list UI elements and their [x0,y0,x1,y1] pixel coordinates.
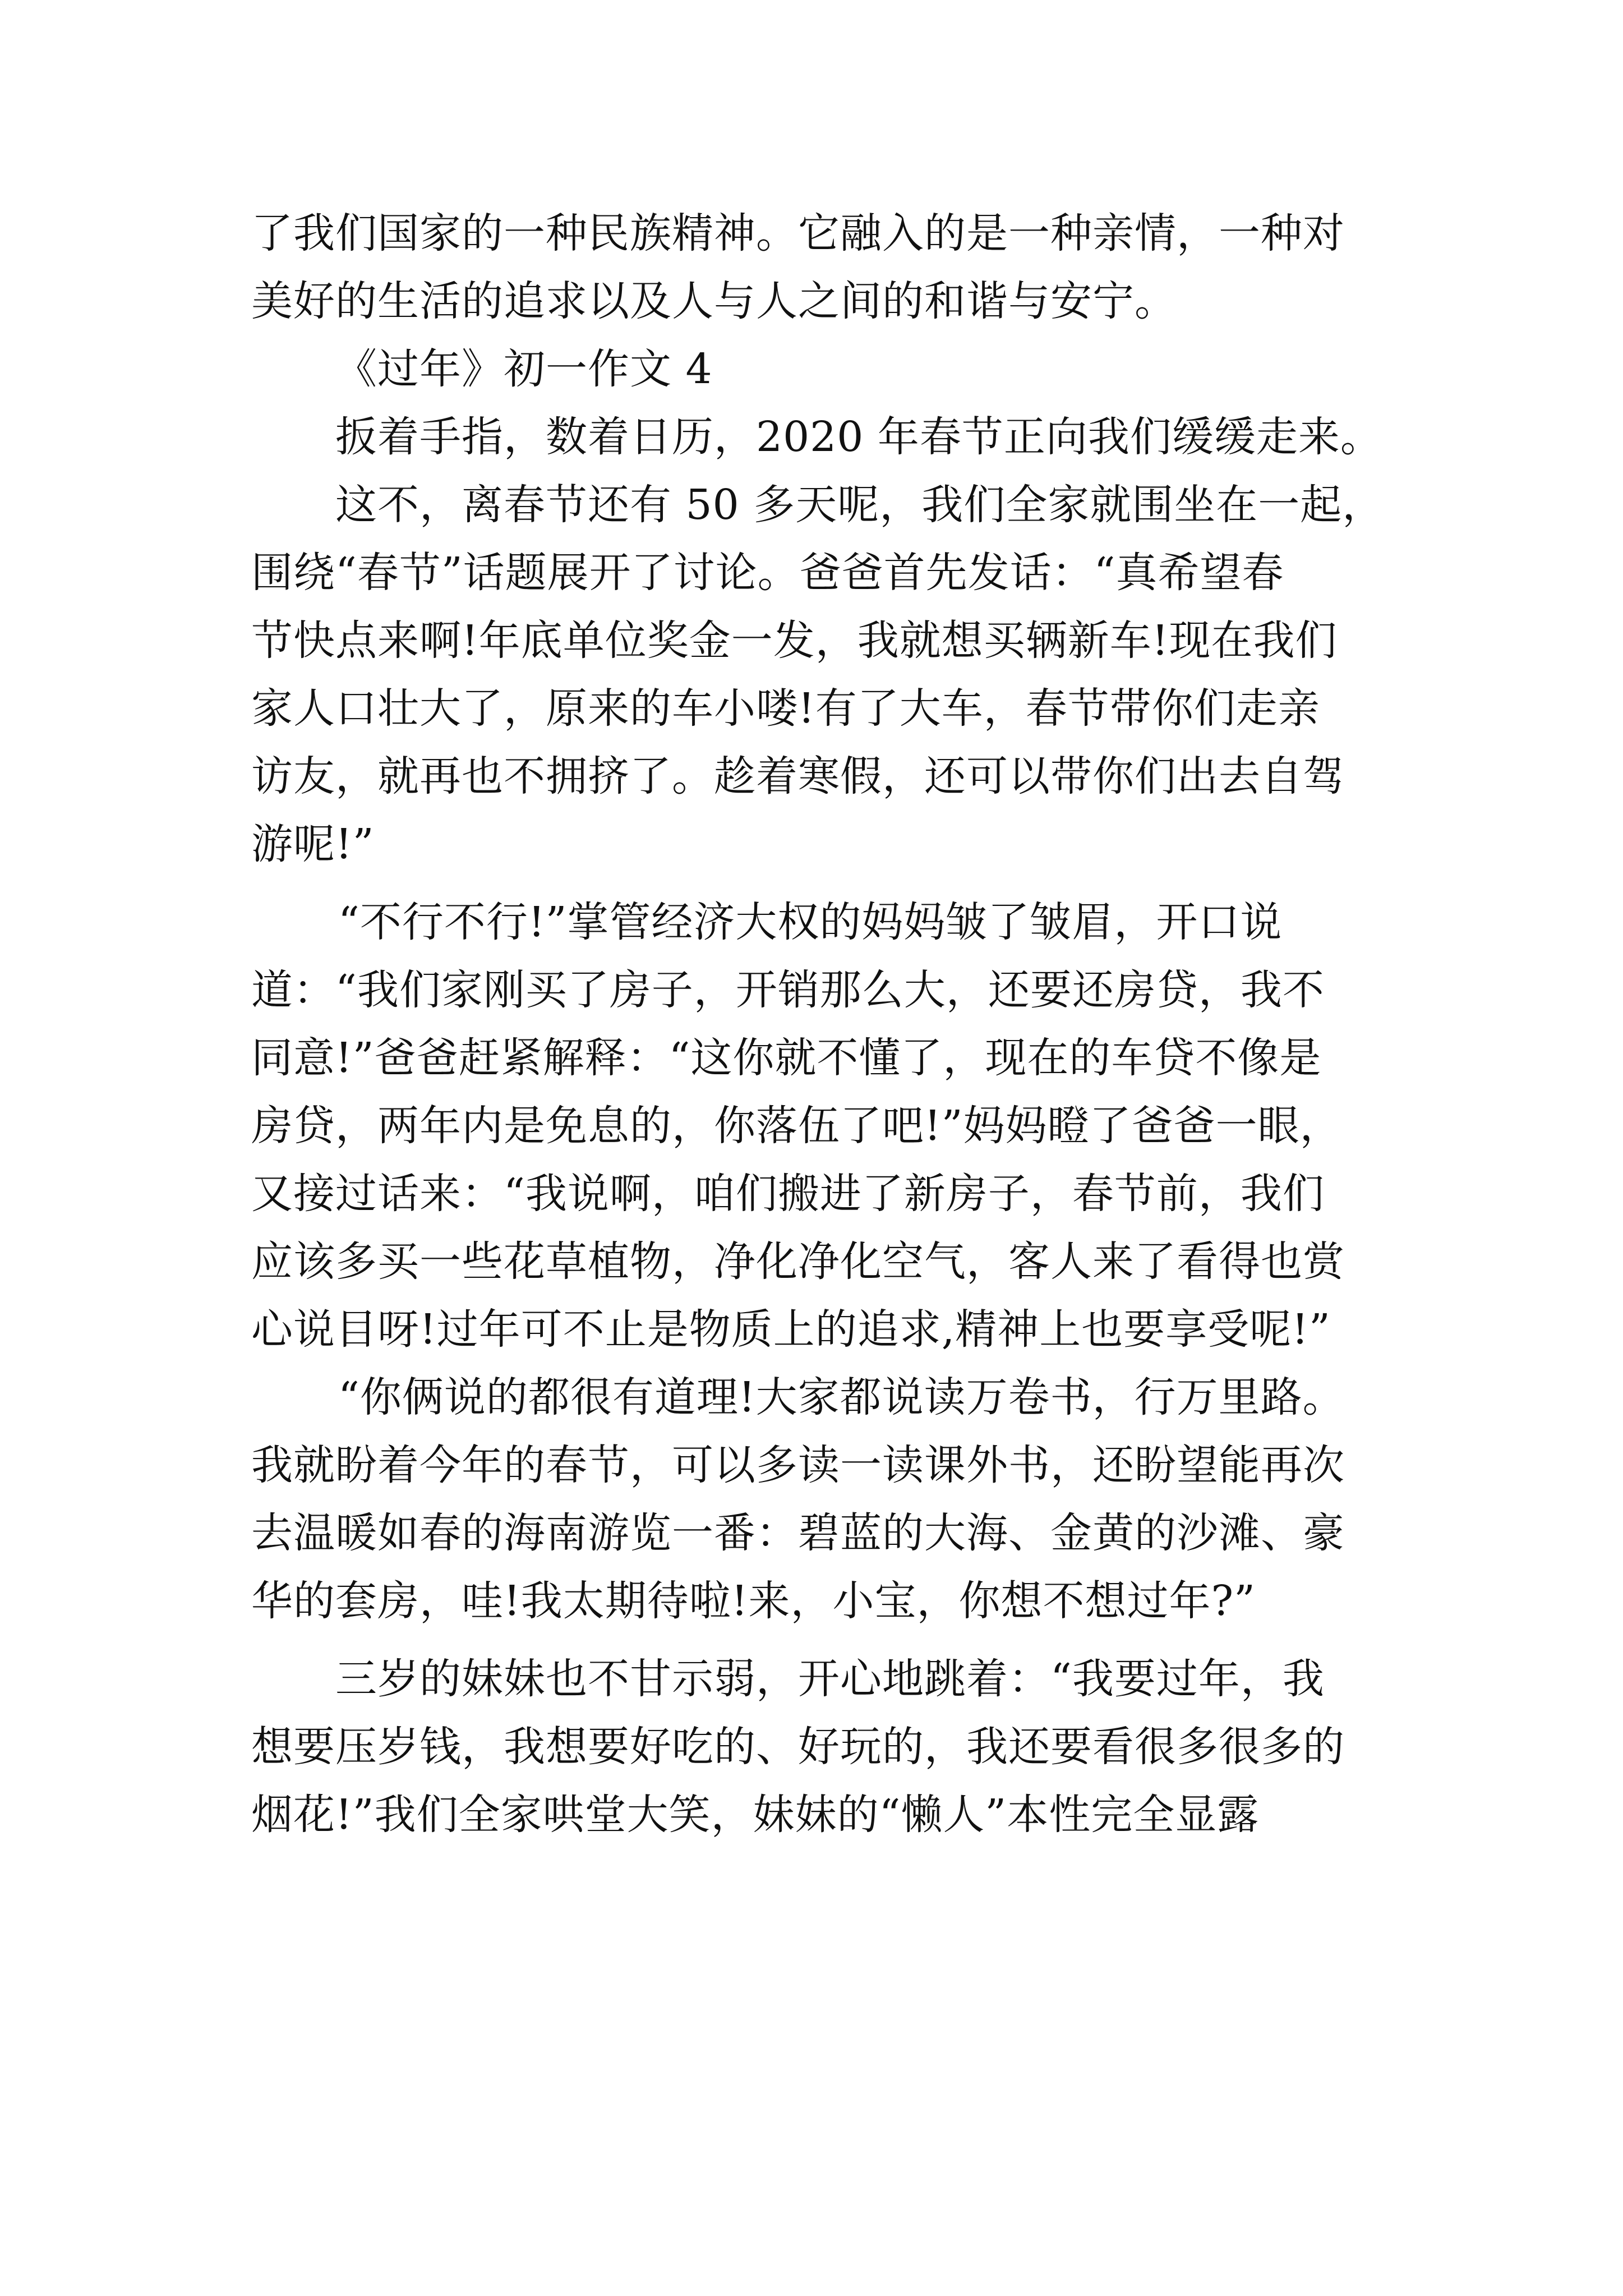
document-body [251,200,1440,1849]
section-heading: 《过年》初一作文 4 [335,345,713,393]
paragraph-start: “不行不行!”掌管经济大权的妈妈皱了皱眉，开口说 [338,898,1283,946]
text-line: 道：“我们家刚买了房子，开销那么大，还要还房贷，我不 [251,966,1325,1014]
text-line: 烟花!”我们全家哄堂大笑，妹妹的“懒人”本性完全显露 [251,1791,1260,1839]
text-line: 又接过话来：“我说啊，咱们搬进了新房子，春节前，我们 [251,1170,1325,1218]
text-line: 节快点来啊!年底单位奖金一发，我就想买辆新车!现在我们 [251,616,1338,665]
text-line: 房贷，两年内是免息的，你落伍了吧!”妈妈瞪了爸爸一眼， [251,1102,1342,1150]
paragraph-start: “你俩说的都很有道理!大家都说读万卷书，行万里路。 [338,1373,1345,1421]
text-line: 我就盼着今年的春节，可以多读一读课外书，还盼望能再次 [251,1441,1345,1489]
text-line: 游呢!” [251,820,375,868]
text-line: 围绕“春节”话题展开了讨论。爸爸首先发话：“真希望春 [251,549,1284,597]
text-line: 访友，就再也不拥挤了。趁着寒假，还可以带你们出去自驾 [251,752,1345,800]
text-line: 心说目呀!过年可不止是物质上的追求,精神上也要享受呢!” [251,1305,1331,1354]
text-line: 想要压岁钱，我想要好吃的、好玩的，我还要看很多很多的 [251,1723,1345,1771]
text-line: 家人口壮大了，原来的车小喽!有了大车，春节带你们走亲 [251,684,1320,733]
paragraph-start: 三岁的妹妹也不甘示弱，开心地跳着：“我要过年，我 [335,1655,1325,1703]
text-line: 同意!”爸爸赶紧解释：“这你就不懂了，现在的车贷不像是 [251,1034,1322,1082]
text-line: 应该多买一些花草植物，净化净化空气，客人来了看得也赏 [251,1237,1345,1286]
text-line: 了我们国家的一种民族精神。它融入的是一种亲情，一种对 [251,209,1345,257]
text-line: 华的套房，哇!我太期待啦!来，小宝，你想不想过年?” [251,1577,1256,1625]
text-line: 美好的生活的追求以及人与人之间的和谐与安宁。 [251,277,1177,325]
text-line: 去温暖如春的海南游览一番：碧蓝的大海、金黄的沙滩、豪 [251,1509,1345,1557]
paragraph-start: 扳着手指，数着日历，2020 年春节正向我们缓缓走来。 [335,413,1382,461]
paragraph-start: 这不，离春节还有 50 多天呢，我们全家就围坐在一起， [335,481,1385,529]
